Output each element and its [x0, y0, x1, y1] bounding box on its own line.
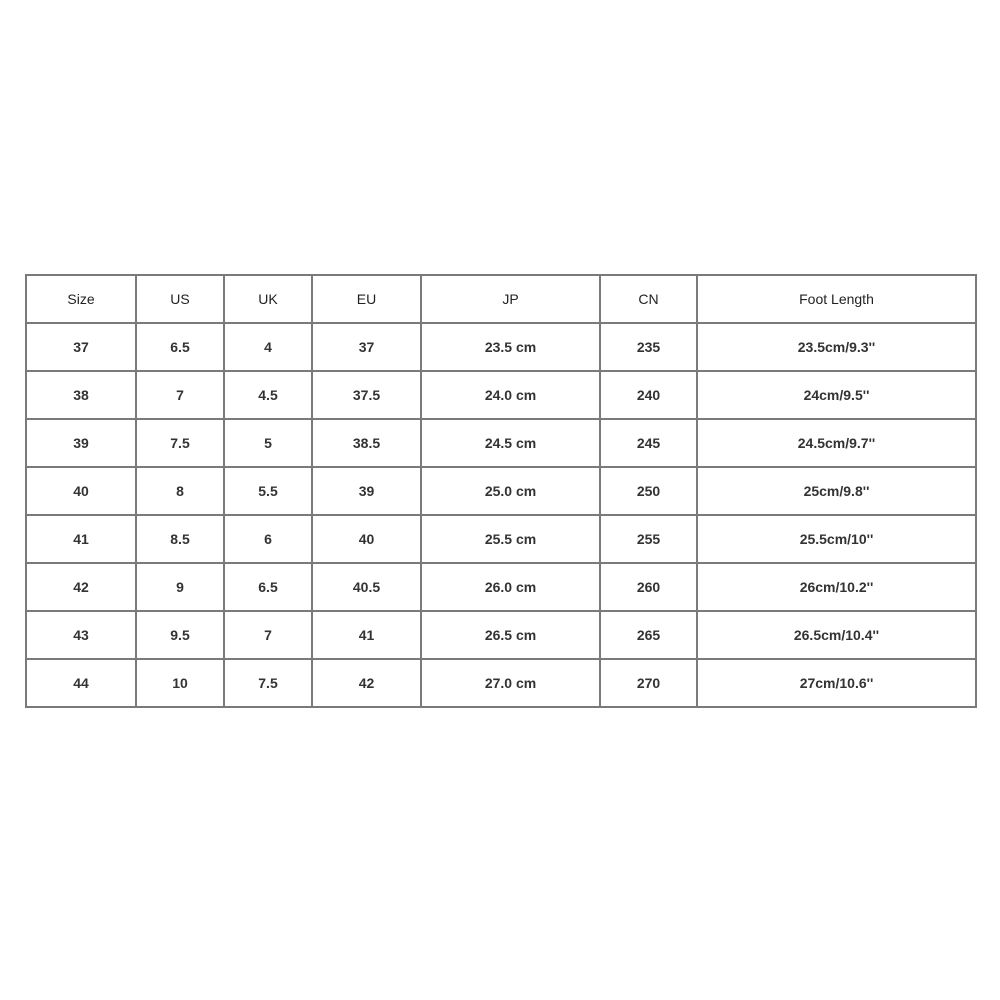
cell-eu: 40	[312, 515, 421, 563]
cell-us: 8.5	[136, 515, 224, 563]
cell-foot-length: 25.5cm/10''	[697, 515, 976, 563]
cell-cn: 255	[600, 515, 697, 563]
header-row	[26, 275, 976, 323]
header-foot-length: Foot Length	[697, 275, 976, 323]
cell-cn: 270	[600, 659, 697, 707]
cell-cn: 260	[600, 563, 697, 611]
cell-jp: 25.5 cm	[421, 515, 600, 563]
cell-size: 39	[26, 419, 136, 467]
cell-cn: 235	[600, 323, 697, 371]
cell-us: 9.5	[136, 611, 224, 659]
table-header	[26, 275, 976, 323]
table-row	[26, 515, 976, 563]
cell-jp: 24.5 cm	[421, 419, 600, 467]
size-chart-table	[25, 274, 977, 708]
cell-uk: 7	[224, 611, 312, 659]
cell-foot-length: 24.5cm/9.7''	[697, 419, 976, 467]
header-size: Size	[26, 275, 136, 323]
cell-eu: 38.5	[312, 419, 421, 467]
table-row	[26, 467, 976, 515]
cell-us: 9	[136, 563, 224, 611]
cell-us: 8	[136, 467, 224, 515]
cell-cn: 250	[600, 467, 697, 515]
cell-size: 44	[26, 659, 136, 707]
header-us: US	[136, 275, 224, 323]
cell-uk: 7.5	[224, 659, 312, 707]
cell-jp: 26.0 cm	[421, 563, 600, 611]
cell-us: 10	[136, 659, 224, 707]
cell-uk: 6	[224, 515, 312, 563]
cell-cn: 265	[600, 611, 697, 659]
cell-jp: 26.5 cm	[421, 611, 600, 659]
cell-foot-length: 26.5cm/10.4''	[697, 611, 976, 659]
table-row	[26, 323, 976, 371]
table-body	[26, 323, 976, 707]
cell-us: 7	[136, 371, 224, 419]
cell-foot-length: 27cm/10.6''	[697, 659, 976, 707]
cell-uk: 4.5	[224, 371, 312, 419]
cell-jp: 24.0 cm	[421, 371, 600, 419]
cell-uk: 6.5	[224, 563, 312, 611]
table-row	[26, 371, 976, 419]
header-eu: EU	[312, 275, 421, 323]
cell-uk: 4	[224, 323, 312, 371]
cell-size: 41	[26, 515, 136, 563]
header-jp: JP	[421, 275, 600, 323]
cell-size: 38	[26, 371, 136, 419]
header-uk: UK	[224, 275, 312, 323]
cell-size: 40	[26, 467, 136, 515]
cell-size: 42	[26, 563, 136, 611]
cell-size: 37	[26, 323, 136, 371]
cell-cn: 245	[600, 419, 697, 467]
table-row	[26, 659, 976, 707]
cell-eu: 37.5	[312, 371, 421, 419]
cell-size: 43	[26, 611, 136, 659]
cell-jp: 23.5 cm	[421, 323, 600, 371]
cell-foot-length: 24cm/9.5''	[697, 371, 976, 419]
cell-eu: 40.5	[312, 563, 421, 611]
table-row	[26, 419, 976, 467]
cell-eu: 37	[312, 323, 421, 371]
cell-jp: 25.0 cm	[421, 467, 600, 515]
cell-foot-length: 26cm/10.2''	[697, 563, 976, 611]
cell-eu: 41	[312, 611, 421, 659]
cell-uk: 5.5	[224, 467, 312, 515]
table-row	[26, 611, 976, 659]
cell-uk: 5	[224, 419, 312, 467]
cell-eu: 39	[312, 467, 421, 515]
table-row	[26, 563, 976, 611]
cell-foot-length: 23.5cm/9.3''	[697, 323, 976, 371]
cell-us: 6.5	[136, 323, 224, 371]
cell-jp: 27.0 cm	[421, 659, 600, 707]
cell-foot-length: 25cm/9.8''	[697, 467, 976, 515]
cell-cn: 240	[600, 371, 697, 419]
cell-eu: 42	[312, 659, 421, 707]
header-cn: CN	[600, 275, 697, 323]
cell-us: 7.5	[136, 419, 224, 467]
